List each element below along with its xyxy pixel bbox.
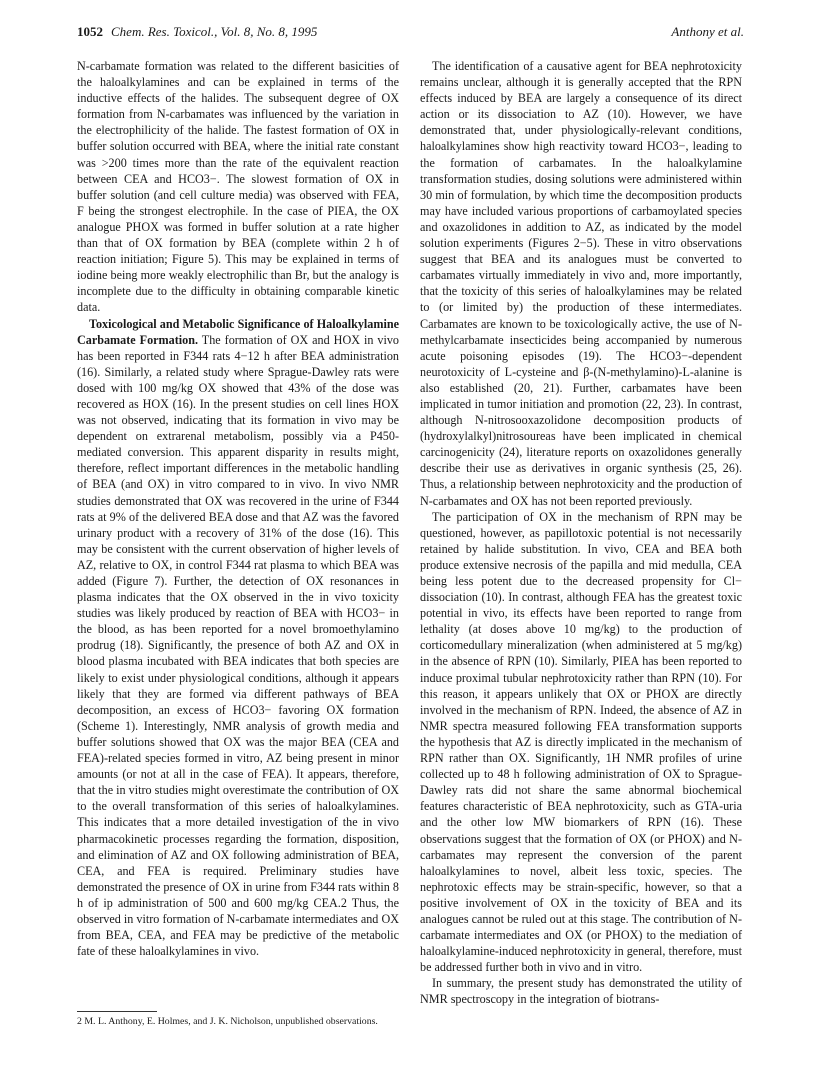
page-number: 1052	[77, 24, 103, 39]
journal-citation: Chem. Res. Toxicol., Vol. 8, No. 8, 1995	[111, 24, 318, 39]
paragraph-body: The formation of OX and HOX in vivo has been reported in F344 rats 4−12 h after BEA administration (16). Similarly, a related study where Sprague-Dawley rats were dosed with 100 mg/kg OX showed that 43% of the dose was recovered as HOX (16). In the present studies on cell lines HOX was not observed, indicating that its formation in vivo may be dependent on extrarenal metabolism, possibly via a P450-mediated conversion. This apparent disparity in results might, therefore, reflect important differences in the metabolic handling of BEA (and OX) in vitro compared to in vivo. In vivo NMR studies demonstrated that OX was recovered in the urine of F344 rats at 9% of the delivered BEA dose and that AZ was the favored urinary product with a recovery of 31% of the dose (16). This may be consistent with the current observation of higher levels of AZ, relative to OX, in control F344 rat plasma to which BEA was added (Figure 7). Further, the detection of OX resonances in plasma indicates that the OX observed in the in vivo toxicity studies was likely produced by reaction of BEA with HCO3− in the blood, as has been reported for a novel bromoethylamino prodrug (18). Significantly, the presence of both AZ and OX in blood plasma incubated with BEA indicates that both species are likely to exist under physiological conditions, although it appears likely that they are formed via different pathways of BEA decomposition, an excess of HCO3− favoring OX formation (Scheme 1). Interestingly, NMR analysis of growth media and buffer solutions showed that OX was the major BEA (CEA and FEA)-related species formed in vitro, AZ being present in minor amounts (or not at all in the case of FEA). It appears, therefore, that the in vitro studies might overestimate the contribution of OX to the overall transformation of this series of haloalkylamines. This indicates that a more detailed investigation of the in vivo pharmacokinetic processes regarding the formation, disposition, and elimination of AZ and OX following administration of BEA, CEA, and FEA is required. Preliminary studies have demonstrated the presence of OX in urine from F344 rats within 8 h of ip administration of 500 and 600 mg/kg CEA.2 Thus, the observed in vitro formation of N-carbamate intermediates and OX from BEA, CEA, and FEA may be predictive of the metabolic fate of these haloalkylamines in vivo.	[77, 332, 399, 959]
paragraph: The identification of a causative agent for BEA nephrotoxicity remains unclear, although it is generally accepted that the RPN effects induced by BEA are largely a consequence of its direct action or its dissociation to AZ (10). However, we have demonstrated that, under physiologically-relevant conditions, haloalkylamines show high reactivity toward HCO3−, leading to the formation of carbamates. In the haloalkylamine transformation studies, dosing solutions were administered within 30 min of formulation, by which time the decomposition products may have included various proportions of carbamoylated species and oxazolidones in addition to AZ, as indicated by the model solution experiments (Figures 2−5). These in vitro observations suggest that BEA and its analogues must be converted to carbamates virtually immediately in vivo and, more importantly, that the toxicity of this series of haloalkylamines may be related to (or limited by) the production of these intermediates. Carbamates are known to be toxicologically active, the use of N-methylcarbamate insecticides being accompanied by numerous acute poisoning episodes (19). The HCO3−-dependent neurotoxicity of L-cysteine and β-(N-methylamino)-L-alanine is also established (20, 21). Further, carbamates have been implicated in tumor initiation and promotion (22, 23). In contrast, although N-nitrosooxazolidone decomposition products of (hydroxylalkyl)nitrosoureas have been implicated in chemical carcinogenicity (24), literature reports on oxazolidones generally describe their use as derivatives in organic synthesis (25, 26). Thus, a relationship between nephrotoxicity and the production of N-carbamates and OX has not been reported previously.	[420, 59, 742, 508]
footnote: 2 M. L. Anthony, E. Holmes, and J. K. Nicholson, unpublished observations.	[77, 1016, 378, 1027]
paragraph: The participation of OX in the mechanism of RPN may be questioned, however, as papillotoxic potential is not necessarily retained by halide substitution. In vivo, CEA and BEA both produce extensive necrosis of the papilla and mid medulla, CEA being less potent due to the decreased propensity for Cl− dissociation (10). In contrast, although FEA has the greatest toxic potential in vivo, its effects have been reported to range from lethality (at doses above 10 mg/kg) to the production of corticomedullary mineralization (when administered at 5 mg/kg) in the absence of RPN (10). Similarly, PIEA has been reported to induce proximal tubular nephrotoxicity rather than RPN (10). For this reason, it appears unlikely that OX or PHOX are directly involved in the mechanism of RPN. Indeed, the absence of AZ in NMR spectra measured following FEA transformation supports the hypothesis that AZ is directly implicated in the mechanism of RPN rather than OX. Significantly, 1H NMR profiles of urine collected up to 48 h following administration of OX to Sprague-Dawley rats did not share the same abnormal biochemical features characteristic of BEA nephrotoxicity, such as GTA-uria and the other low MW biomarkers of RPN (16). These observations suggest that the formation of OX (or PHOX) and N-carbamates may represent the conversion of the parent haloalkylamines to novel, albeit less toxic, species. The nephrotoxic effects may be strain-specific, however, so that a positive involvement of OX in the toxicity of BEA and its analogues cannot be ruled out at this stage. The contribution of N-carbamate intermediates and OX (or PHOX) to the mediation of haloalkylamine-induced nephrotoxicity in general, therefore, must be addressed further both in vivo and in vitro.	[420, 509, 742, 975]
left-column	[77, 58, 399, 959]
header-authors: Anthony et al.	[671, 24, 744, 39]
right-column	[420, 58, 742, 1008]
footnote-divider	[77, 1011, 157, 1012]
running-header	[77, 24, 744, 44]
paragraph: In summary, the present study has demonstrated the utility of NMR spectroscopy in the integration of biotrans-	[420, 976, 742, 1007]
paragraph: N-carbamate formation was related to the different basicities of the haloalkylamines and can be explained in terms of the inductive effects of the halides. The subsequent degree of OX formation from N-carbamates was influenced by the variation in the electrophilicity of the halide. The fastest formation of OX in buffer solution occurred with BEA, where the initial rate constant was >200 times more than the rate of the equivalent reaction between CEA and HCO3−. The slowest formation of OX in buffer solution (and cell culture media) was observed with FEA, F being the strongest electrophile. In the case of PIEA, the OX analogue PHOX was formed in buffer solution at a rate higher than that of OX formation by BEA (complete within 2 h of reaction initiation; Figure 5). This may be explained in terms of iodine being more weakly electrophilic than Br, but the analogy is incomplete due to the difficulty in obtaining comparable kinetic data.	[77, 59, 399, 315]
section-heading: Toxicological and Metabolic Significance of Haloalkylamine Carbamate Formation.	[77, 316, 399, 347]
paragraph-with-heading	[77, 316, 399, 960]
header-left	[77, 24, 317, 40]
